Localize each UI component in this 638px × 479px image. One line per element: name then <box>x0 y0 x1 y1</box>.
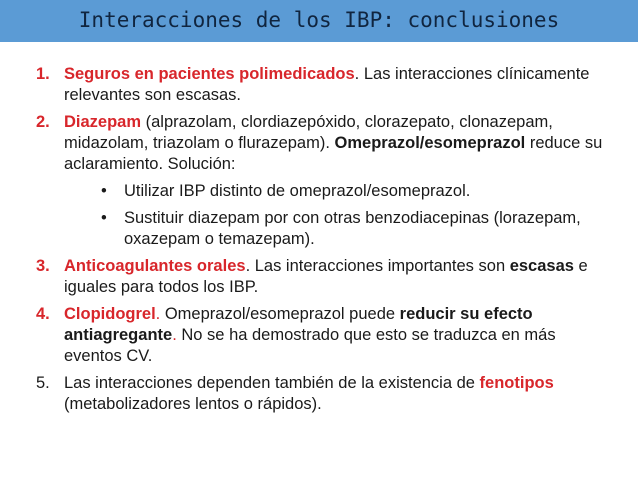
bullet-dot-icon: • <box>101 182 107 200</box>
bullet-dot-icon: • <box>101 209 107 227</box>
item-heading: Seguros en pacientes polimedicados <box>64 65 355 83</box>
list-item-1 <box>36 64 616 106</box>
item-separator: . <box>172 326 177 344</box>
item-number: 1. <box>36 65 50 83</box>
item-heading: Diazepam <box>64 113 142 131</box>
sub-bullet-1 <box>64 181 616 202</box>
item-heading: Clopidogrel <box>64 305 156 323</box>
content-list <box>36 64 616 415</box>
sub-bullet-2 <box>64 208 616 250</box>
slide-title: Interacciones de los IBP: conclusiones <box>78 8 560 32</box>
item-emphasis: fenotipos <box>479 374 554 392</box>
item-number: 4. <box>36 305 50 323</box>
item-emphasis: Omeprazol/esomeprazol <box>334 134 526 152</box>
item-text: (alprazolam, clordiazepóxido, clorazepato, clonazepam, midazolam, triazolam o flurazepam). <box>64 113 553 152</box>
item-text: reduce su aclaramiento. Solución: <box>64 134 603 173</box>
item-number: 2. <box>36 113 50 131</box>
item-number: 3. <box>36 257 50 275</box>
sub-bullet-text: Utilizar IBP distinto de omeprazol/esomeprazol. <box>124 182 471 200</box>
item-text: e iguales para todos los IBP. <box>64 257 588 296</box>
item-emphasis: escasas <box>509 257 574 275</box>
item-separator: . <box>155 305 161 323</box>
item-heading: Anticoagulantes orales <box>64 257 246 275</box>
item-emphasis: reducir su efecto antiagregante <box>64 305 533 344</box>
item-text: . Las interacciones clínicamente relevantes son escasas. <box>64 65 590 104</box>
list-item-5 <box>36 373 616 415</box>
sub-bullet-text: Sustituir diazepam por con otras benzodiacepinas (lorazepam, oxazepam o temazepam). <box>124 209 581 248</box>
item-text: . Las interacciones importantes son <box>245 257 510 275</box>
item-text: Las interacciones dependen también de la existencia de <box>64 374 480 392</box>
item-text: No se ha demostrado que esto se traduzca en más eventos CV. <box>64 326 556 365</box>
sub-bullets <box>64 181 616 250</box>
item-text: Omeprazol/esomeprazol puede <box>160 305 400 323</box>
list-item-4 <box>36 304 616 367</box>
item-number: 5. <box>36 374 50 392</box>
list-item-3 <box>36 256 616 298</box>
list-item-2 <box>36 112 616 250</box>
item-text: (metabolizadores lentos o rápidos). <box>64 395 322 413</box>
